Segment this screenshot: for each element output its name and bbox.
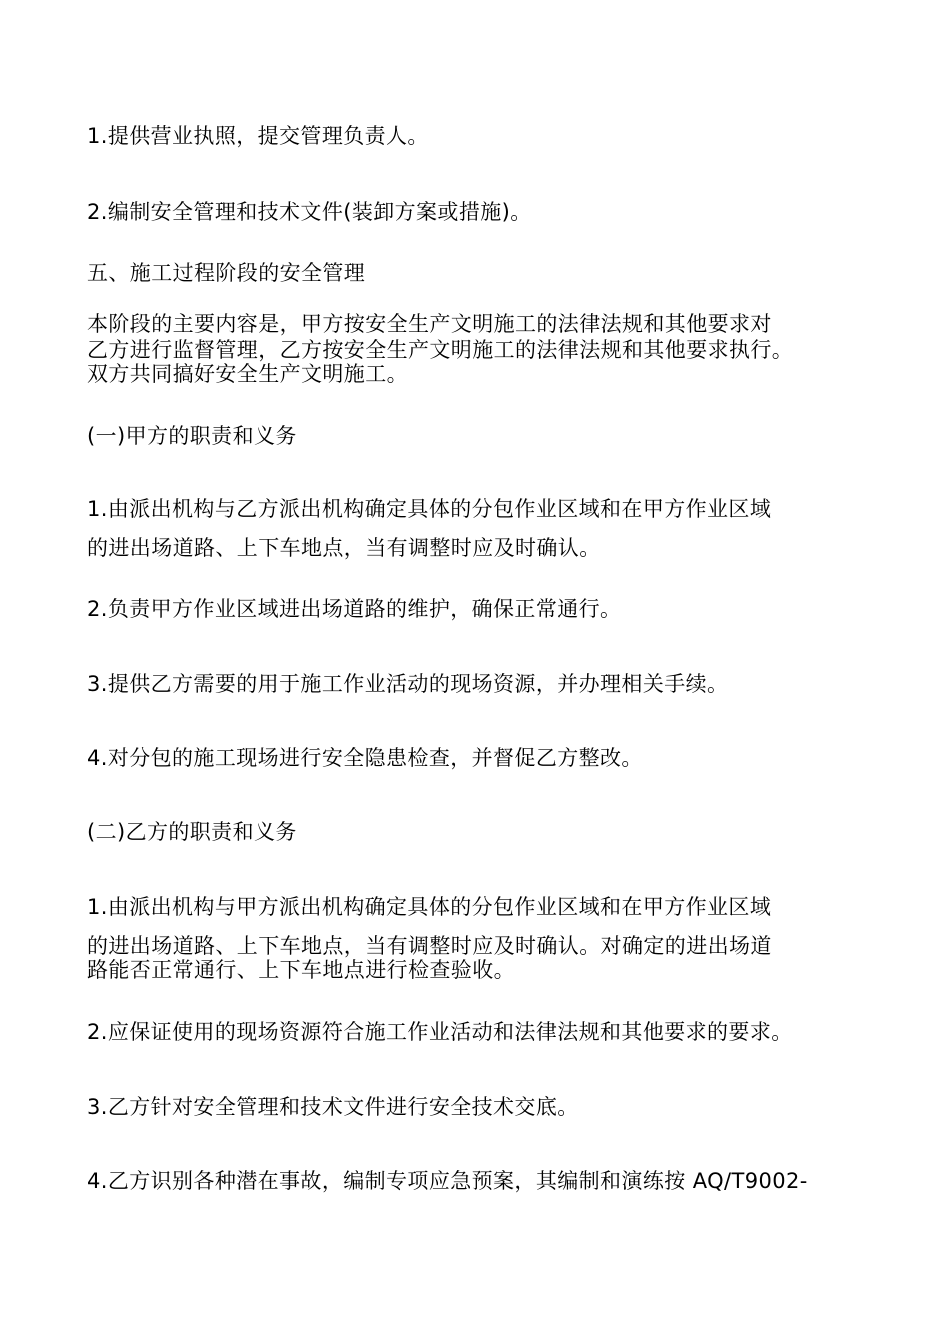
paragraph-line-10: 4.对分包的施工现场进行安全隐患检查，并督促乙方整改。 [87, 746, 643, 770]
paragraph-line-7: 的进出场道路、上下车地点，当有调整时应及时确认。 [87, 536, 601, 560]
paragraph-line-12: 的进出场道路、上下车地点，当有调整时应及时确认。对确定的进出场道 [87, 934, 772, 958]
paragraph-line-16: 4.乙方识别各种潜在事故，编制专项应急预案，其编制和演练按 AQ/T9002- [87, 1169, 808, 1193]
paragraph-line-9: 3.提供乙方需要的用于施工作业活动的现场资源，并办理相关手续。 [87, 672, 729, 696]
paragraph-line-14: 2.应保证使用的现场资源符合施工作业活动和法律法规和其他要求的要求。 [87, 1020, 793, 1044]
paragraph-line-5: 双方共同搞好安全生产文明施工。 [87, 362, 408, 386]
paragraph-line-3: 本阶段的主要内容是，甲方按安全生产文明施工的法律法规和其他要求对 [87, 312, 772, 336]
paragraph-line-6: 1.由派出机构与乙方派出机构确定具体的分包作业区域和在甲方作业区域 [87, 497, 772, 521]
paragraph-line-8: 2.负责甲方作业区域进出场道路的维护，确保正常通行。 [87, 597, 622, 621]
paragraph-line-13: 路能否正常通行、上下车地点进行检查验收。 [87, 958, 515, 982]
paragraph-line-1: 1.提供营业执照，提交管理负责人。 [87, 124, 429, 148]
paragraph-line-15: 3.乙方针对安全管理和技术文件进行安全技术交底。 [87, 1095, 579, 1119]
paragraph-line-2: 2.编制安全管理和技术文件(装卸方案或措施)。 [87, 200, 532, 224]
paragraph-line-4: 乙方进行监督管理，乙方按安全生产文明施工的法律法规和其他要求执行。 [87, 338, 794, 362]
paragraph-line-11: 1.由派出机构与甲方派出机构确定具体的分包作业区域和在甲方作业区域 [87, 895, 772, 919]
subsection-heading-a: (一)甲方的职责和义务 [87, 424, 297, 448]
section-heading: 五、施工过程阶段的安全管理 [87, 261, 366, 285]
subsection-heading-b: (二)乙方的职责和义务 [87, 820, 297, 844]
